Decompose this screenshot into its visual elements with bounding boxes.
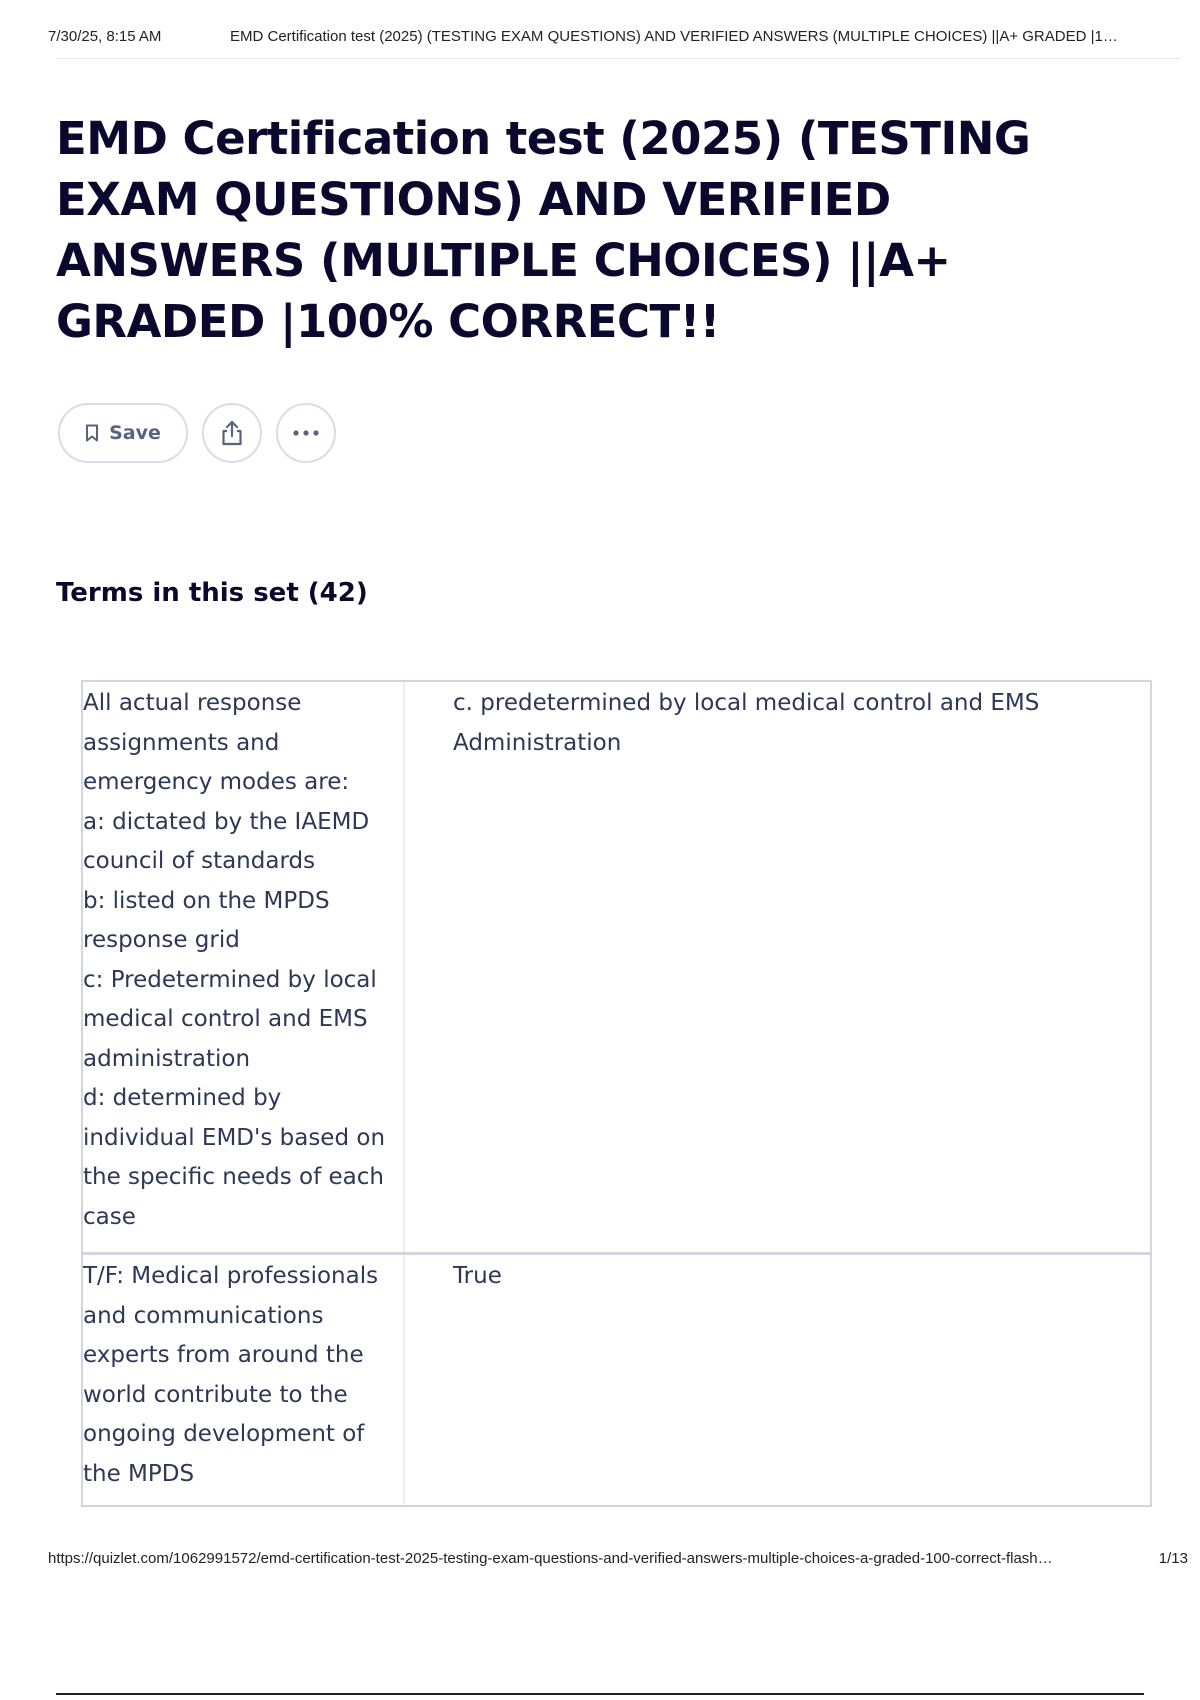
definition-text: True [453,1263,502,1289]
terms-heading: Terms in this set (42) [56,578,368,608]
set-actions [58,403,336,463]
term-row [83,1252,1150,1505]
page-title: EMD Certification test (2025) (TESTING EXAM QUESTIONS) AND VERIFIED ANSWERS (MULTIPLE CHOICES) ||A+ GRADED |100% CORRECT!! [56,112,1031,348]
bookmark-icon [85,424,99,442]
terms-table [81,680,1152,1507]
print-date: 7/30/25, 8:15 AM [48,28,162,45]
share-button[interactable] [202,403,262,463]
term-row [83,682,1150,1252]
term-text: T/F: Medical professionals and communications experts from around the world contribute to the ongoing development of the MPDS [83,1255,405,1505]
bottom-divider [56,1693,1144,1695]
term-text: All actual response assignments and emergency modes are: a: dictated by the IAEMD council of standards b: listed on the MPDS response grid c: Predetermined by local medical control and EMS administration d: determined by individual EMD's based on the specific needs of each case [83,682,405,1252]
save-button-label: Save [109,422,161,444]
share-icon [220,419,244,447]
definition-text: c. predetermined by local medical control and EMS Administration [453,690,1040,756]
more-horizontal-icon [292,429,320,437]
header-divider [56,58,1180,59]
print-url: https://quizlet.com/1062991572/emd-certification-test-2025-testing-exam-questions-and-verified-answers-multiple-choices-a-graded-100-correct-flash… [48,1550,1053,1567]
page-number: 1/13 [1158,1550,1188,1567]
save-button[interactable] [58,403,188,463]
more-options-button[interactable] [276,403,336,463]
print-doc-title: EMD Certification test (2025) (TESTING EXAM QUESTIONS) AND VERIFIED ANSWERS (MULTIPLE CHOICES) ||A+ GRADED |1… [230,28,1118,45]
